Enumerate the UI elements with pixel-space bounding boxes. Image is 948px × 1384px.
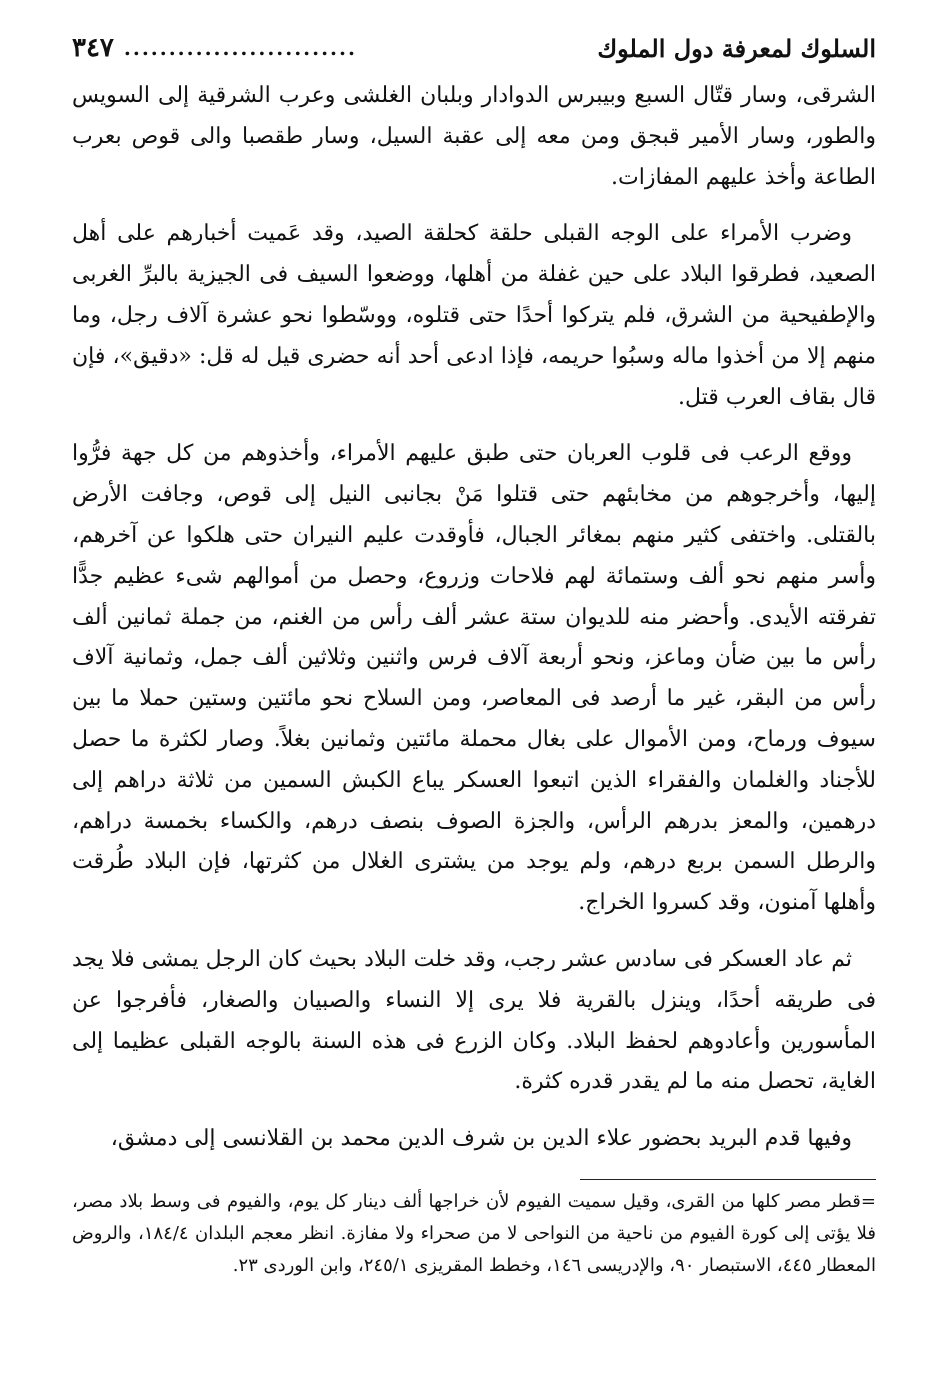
paragraph: ووقع الرعب فى قلوب العربان حتى طبق عليهم الأمراء، وأخذوهم من كل جهة فرُّوا إليها، وأخرجوهم من مخابئهم حتى قتلوا مَنْ بجانبى النيل إلى قوص، وجافت الأرض بالقتلى. واختفى كثير منهم بمغائر الجبال، فأوقدت عليم النيران حتى هلكوا عن آخرهم، وأسر منهم نحو ألف وستمائة لهم فلاحات وزروع، وحصل من أموالهم شىء عظيم جدًّا تفرقته الأيدى. وأحضر منه للديوان ستة عشر ألف رأس من الغنم، من جملة ثمانين ألف رأس ما بين ضأن وماعز، ونحو أربعة آلاف فرس واثنين وثلاثين ألف جمل، وثمانية آلاف رأس من البقر، غير ما أرصد فى المعاصر، ومن السلاح نحو مائتين وستين حملا ما بين سيوف ورماح، ومن الأموال على بغال محملة مائتين وثمانين بغلاً. وصار لكثرة ما حصل للأجناد والغلمان والفقراء الذين اتبعوا العسكر يباع الكبش السمين من ثلاثة دراهم إلى درهمين، والمعز بدرهم الرأس، والجزة الصوف بنصف درهم، والكساء بخمسة دراهم، والرطل السمن بربع درهم، ولم يوجد من يشترى الغلال من كثرتها، فإن البلاد طُرقت وأهلها آمنون، وقد كسروا الخراج. <box>72 441 876 916</box>
book-title: السلوك لمعرفة دول الملوك <box>597 33 876 63</box>
paragraph: وضرب الأمراء على الوجه القبلى حلقة كحلقة الصيد، وقد عَميت أخبارهم على أهل الصعيد، فطرقوا البلاد على حين غفلة من أهلها، ووضعوا السيف فى الجيزية بالبرِّ الغربى والإطفيحية من الشرق، فلم يتركوا أحدًا حتى قتلوه، ووسّطوا نحو عشرة آلاف رجل، وما منهم إلا من أخذوا ماله وسبُوا حريمه، فإذا ادعى أحد أنه حضرى قيل له قل: «دقيق»، فإن قال بقاف العرب قتل. <box>72 221 876 410</box>
paragraph: الشرقى، وسار قتّال السبع وبيبرس الدوادار وبلبان الغلشى وعرب الشرقية إلى السويس والطور، وسار الأمير قبجق ومن معه إلى عقبة السيل، وسار طقصبا والى قوص بعرب الطاعة وأخذ عليهم المفازات. <box>72 83 876 190</box>
page-number: ٣٤٧ <box>72 33 114 63</box>
footnote <box>72 1186 876 1282</box>
main-text <box>72 76 876 1176</box>
running-header <box>72 26 876 70</box>
footnote-divider <box>580 1179 876 1180</box>
leader-dots: .......................... <box>123 36 357 60</box>
footnote-text: =قطر مصر كلها من القرى، وقيل سميت الفيوم لأن خراجها ألف دينار كل يوم، والفيوم فى وسط بلاد مصر، فلا يؤتى إلى كورة الفيوم من ناحية من النواحى لا من صحراء ولا مفازة. انظر معجم البلدان ١٨٤/٤، والروض المعطار ٤٤٥، الاستبصار ٩٠، والإدريسى ١٤٦، وخطط المقريزى ٢٤٥/١، وابن الوردى ٢٣. <box>72 1191 876 1276</box>
paragraph: وفيها قدم البريد بحضور علاء الدين بن شرف الدين محمد بن القلانسى إلى دمشق، <box>110 1126 852 1152</box>
paragraph: ثم عاد العسكر فى سادس عشر رجب، وقد خلت البلاد بحيث كان الرجل يمشى فلا يجد فى طريقه أحدًا، وينزل بالقرية فلا يرى إلا النساء والصبيان والصغار، فأفرجوا عن المأسورين وأعادوهم لحفظ البلاد. وكان الزرع فى هذه السنة بالوجه القبلى عظيما إلى الغاية، تحصل منه ما لم يقدر قدره كثرة. <box>72 946 876 1095</box>
